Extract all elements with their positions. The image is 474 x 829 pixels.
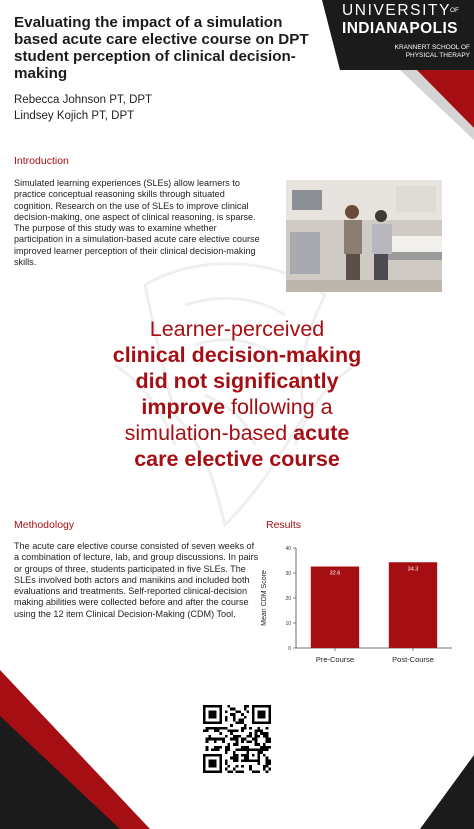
headline-emphasis: acute [293,421,350,445]
school-name-line2: PHYSICAL THERAPY [405,52,470,59]
headline-text: following a [225,395,333,419]
methodology-text: The acute care elective course consisted of seven weeks of a combination of lecture, lab, and group discussions. In pairs or groups of three, students participated in five SLEs. The SLEs involved both actors and manikins and included both evaluations and treatments. Self-reported clinical-decision making abilities were collected before and after the course using the 12 item Clinical Decision-Making (CDM) Tool. [14,541,259,619]
introduction-heading: Introduction [14,155,69,167]
introduction-text: Simulated learning experiences (SLEs) allow learners to practice conceptual reasoning skills through situated cognition. Research on the use of SLEs to improve clinical decision-making, one aspect of clinical reasoning, is sparse. The purpose of this study was to examine whether participation in a simulation-based acute care elective course improved learner perception of their clinical decision-making skills. [14,178,260,268]
headline-text: simulation-based [124,421,294,445]
headline-emphasis: improve [141,395,226,419]
y-tick-label: 10 [285,621,291,627]
university-name: INDIANAPOLIS [342,20,458,37]
bar-value-label: 34.3 [407,566,419,573]
x-tick-label: Post-Course [392,655,434,664]
methodology-heading: Methodology [14,519,75,531]
chart-bar [311,567,359,649]
qr-code-icon [203,705,271,773]
y-tick-label: 30 [285,571,291,577]
y-axis-title: Mean CDM Score [261,570,268,626]
headline-emphasis: care elective course [134,447,340,471]
results-bar-chart [252,540,467,670]
key-finding-headline [0,316,474,472]
poster-title: Evaluating the impact of a simulation based acute care elective course on DPT student perception of clinical decision-making [14,14,309,82]
y-tick-label: 20 [285,596,291,602]
headline-emphasis: did not significantly [135,369,339,393]
author-name: Rebecca Johnson PT, DPT [14,94,153,106]
headline-emphasis: clinical decision-making [112,343,362,367]
bar-value-label: 32.6 [329,570,341,577]
university-of-text: OF [450,7,460,14]
chart-bar [389,562,437,648]
university-wordmark: UNIVERSITY [342,2,452,19]
simulation-lab-photo [286,180,442,292]
x-tick-label: Pre-Course [315,655,355,664]
author-name: Lindsey Kojich PT, DPT [14,110,135,122]
y-tick-label: 0 [288,646,291,652]
headline-text: Learner-perceived [149,317,325,341]
results-heading: Results [266,519,302,531]
y-tick-label: 40 [285,546,291,552]
school-name-line1: KRANNERT SCHOOL OF [394,44,470,51]
